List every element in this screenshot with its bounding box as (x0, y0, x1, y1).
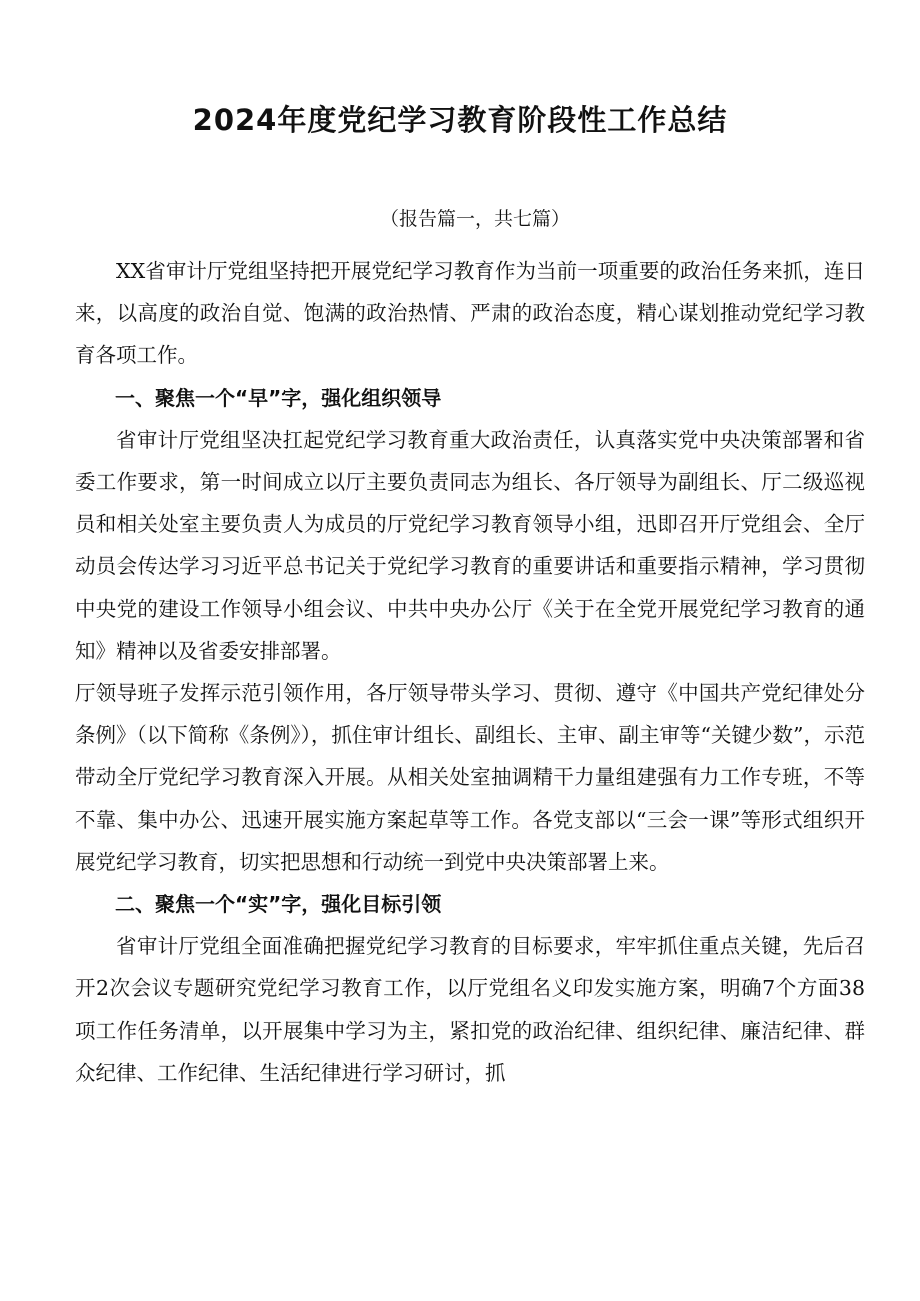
section-heading-1: 一、聚焦一个“早”字，强化组织领导 (115, 385, 442, 410)
intro-paragraph: XX省审计厅党组坚持把开展党纪学习教育作为当前一项重要的政治任务来抓，连日来，以高度的政治自觉、饱满的政治热情、严肃的政治态度，精心谋划推动党纪学习教育各项工作。 (75, 259, 865, 368)
section-heading-2: 二、聚焦一个“实”字，强化目标引领 (115, 892, 442, 917)
body-paragraph: 厅领导班子发挥示范引领作用，各厅领导带头学习、贯彻、遵守《中国共产党纪律处分条例》（以下简称《条例》），抓住审计组长、副组长、主审、副主审等“关键少数”，示范带动全厅党纪学习教育深入开展。从相关处室抽调精干力量组建强有力工作专班，不等不靠、集中办公、迅速开展实施方案起草等工作。各党支部以“三会一课”等形式组织开展党纪学习教育，切实把思想和行动统一到党中央决策部署上来。 (75, 681, 865, 874)
document-title: 2024年度党纪学习教育阶段性工作总结 (192, 103, 728, 137)
body-paragraph: 省审计厅党组全面准确把握党纪学习教育的目标要求，牢牢抓住重点关键，先后召开2次会议专题研究党纪学习教育工作，以厅党组名义印发实施方案，明确7个方面38项工作任务清单，以开展集中学习为主，紧扣党的政治纪律、组织纪律、廉洁纪律、群众纪律、工作纪律、生活纪律进行学习研讨，抓 (75, 934, 865, 1085)
body-paragraph: 省审计厅党组坚决扛起党纪学习教育重大政治责任，认真落实党中央决策部署和省委工作要求，第一时间成立以厅主要负责同志为组长、各厅领导为副组长、厅二级巡视员和相关处室主要负责人为成员的厅党纪学习教育领导小组，迅即召开厅党组会、全厅动员会传达学习习近平总书记关于党纪学习教育的重要讲话和重要指示精神，学习贯彻中央党的建设工作领导小组会议、中共中央办公厅《关于在全党开展党纪学习教育的通知》精神以及省委安排部署。 (75, 427, 865, 663)
document-subtitle: （报告篇一，共七篇） (379, 208, 570, 230)
document-body (75, 250, 865, 1094)
